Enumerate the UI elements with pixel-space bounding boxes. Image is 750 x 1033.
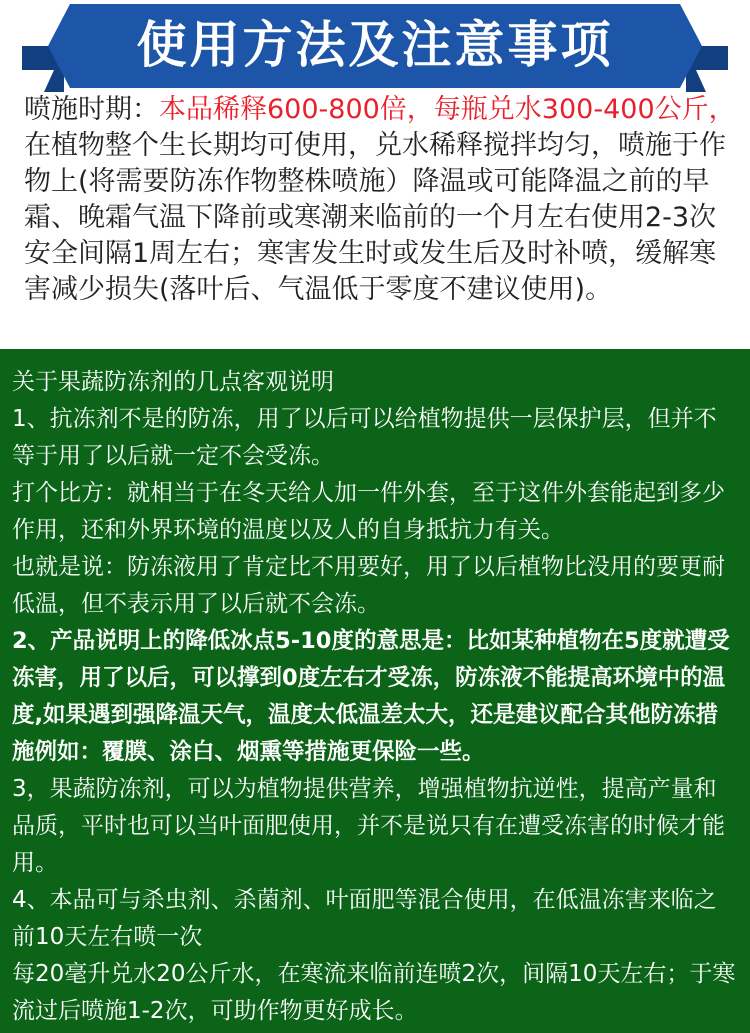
- note-1: 1、抗冻剂不是的防冻，用了以后可以给植物提供一层保护层，但并不等于用了以后就一定不会受冻。: [12, 406, 717, 469]
- note-dosage: 每20毫升兑水20公斤水，在寒流来临前连喷2次，间隔10天左右；于寒流过后喷施1-2次，可助作物更好成长。: [12, 961, 736, 1024]
- notes-panel: [0, 349, 750, 1033]
- note-analogy: 打个比方：就相当于在冬天给人加一件外套，至于这件外套能起到多少作用，还和外界环境的温度以及人的自身抵抗力有关。: [12, 480, 725, 543]
- dilution-highlight: 本品稀释600-800倍，每瓶兑水300-400公斤，: [159, 94, 736, 125]
- page-title: 使用方法及注意事项: [136, 16, 614, 74]
- note-summary: 也就是说：防冻液用了肯定比不用要好，用了以后植物比没用的要更耐低温，但不表示用了以后就不会冻。: [12, 554, 725, 617]
- usage-text: 在植物整个生长期均可使用，兑水稀释搅拌均匀，喷施于作物上(将需要防冻作物整株喷施）降温或可能降温之前的早霜、晚霜气温下降前或寒潮来临前的一个月左右使用2-3次安全间隔1周左右；寒害发生时或发生后及时补喷，缓解寒害减少损失(落叶后、气温低于零度不建议使用)。: [24, 130, 726, 305]
- note-2-freezing-point: 2、产品说明上的降低冰点5-10度的意思是：比如某种植物在5度就遭受冻害，用了以后，可以撑到0度左右才受冻，防冻液不能提高环境中的温度,如果遇到强降温天气，温度太低温差太大，还是建议配合其他防冻措施例如：覆膜、涂白、烟熏等措施更保险一些。: [12, 628, 730, 765]
- note-3: 3，果蔬防冻剂，可以为植物提供营养，增强植物抗逆性，提高产量和品质，平时也可以当叶面肥使用，并不是说只有在遭受冻害的时候才能用。: [12, 776, 725, 876]
- usage-label: 喷施时期：: [24, 94, 159, 125]
- note-4: 4、本品可与杀虫剂、杀菌剂、叶面肥等混合使用，在低温冻害来临之前10天左右喷一次: [12, 887, 717, 950]
- notes-heading: 关于果蔬防冻剂的几点客观说明: [12, 369, 334, 395]
- title-banner: [0, 0, 750, 96]
- usage-paragraph: [24, 92, 740, 308]
